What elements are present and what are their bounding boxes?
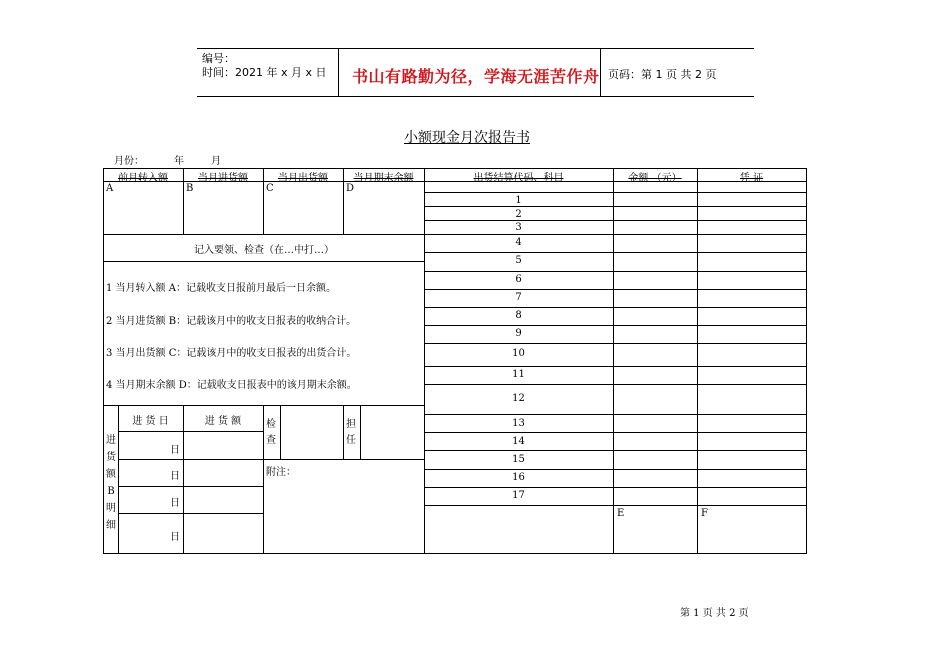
day-1: 日: [170, 445, 180, 456]
row-number: 16: [512, 472, 525, 483]
header-top-rule: [197, 48, 754, 49]
row-number: 1: [515, 195, 522, 206]
page-label: 页码：第 1 页 共 2 页: [608, 68, 717, 81]
day-4: 日: [170, 532, 180, 543]
row-number: 2: [515, 209, 522, 220]
row-number: 4: [515, 237, 522, 248]
col-voucher: 凭 证: [739, 173, 764, 184]
cell-d: D: [346, 183, 355, 194]
header-divider-right: [600, 48, 601, 96]
row-number: 7: [515, 292, 522, 303]
instruction-4: 4 当月期末余额 D：记载收支日报表中的该月期末余额。: [106, 380, 357, 391]
row-number: 13: [512, 418, 525, 429]
time-label: 时间：2021 年 x 月 x 日: [202, 66, 327, 79]
row-number: 3: [515, 222, 522, 233]
col-month-end: 当月期末余额: [353, 173, 414, 184]
motto: 书山有路勤为径，学海无涯苦作舟: [352, 67, 600, 86]
page-footer: 第 1 页 共 2 页: [680, 608, 749, 619]
owner-label: 担 任: [346, 419, 356, 446]
row-number: 9: [515, 328, 522, 339]
row-number: 17: [512, 490, 525, 501]
note-label: 附注：: [266, 467, 296, 478]
col-code-subject: 出货结算代码、科目: [473, 173, 564, 184]
cell-a: A: [106, 183, 114, 194]
col-month-in: 当月进货额: [198, 173, 248, 184]
side-label: 进 货 额 B 明 细: [106, 435, 116, 531]
row-number: 6: [515, 274, 522, 285]
instruction-2: 2 当月进货额 B：记载该月中的收支日报表的收纳合计。: [106, 316, 357, 327]
cell-f: F: [701, 508, 708, 519]
instructions-heading: 记入要领、检查（在…中打…）: [194, 245, 334, 256]
year-label: 年: [174, 156, 184, 167]
month-label: 月份：: [114, 156, 144, 167]
page-title: 小额现金月次报告书: [404, 130, 530, 146]
instruction-3: 3 当月出货额 C：记载该月中的收支日报表的出货合计。: [106, 348, 357, 359]
row-number: 12: [512, 393, 525, 404]
month-unit: 月: [211, 156, 221, 167]
col-prev-transfer: 前月转入额: [118, 173, 168, 184]
header-divider-left: [338, 48, 339, 96]
receipt-amount-head: 进 货 额: [204, 416, 242, 427]
code-label: 编号：: [202, 52, 235, 65]
row-number: 14: [512, 436, 525, 447]
cell-b: B: [186, 183, 194, 194]
row-number: 8: [515, 310, 522, 321]
check-label: 检 查: [266, 419, 276, 446]
receipt-date-head: 进 货 日: [132, 416, 169, 427]
row-number: 5: [515, 255, 522, 266]
col-month-out: 当月出货额: [278, 173, 328, 184]
row-number: 15: [512, 454, 525, 465]
day-3: 日: [170, 498, 180, 509]
header-bottom-rule: [197, 96, 754, 97]
row-number: 10: [512, 348, 525, 359]
col-amount: 金额 （元）: [628, 173, 682, 184]
instruction-1: 1 当月转入额 A：记载收支日报前月最后一日余额。: [106, 283, 336, 294]
day-2: 日: [170, 471, 180, 482]
cell-e: E: [617, 508, 625, 519]
row-number: 11: [512, 369, 525, 380]
cell-c: C: [266, 183, 274, 194]
